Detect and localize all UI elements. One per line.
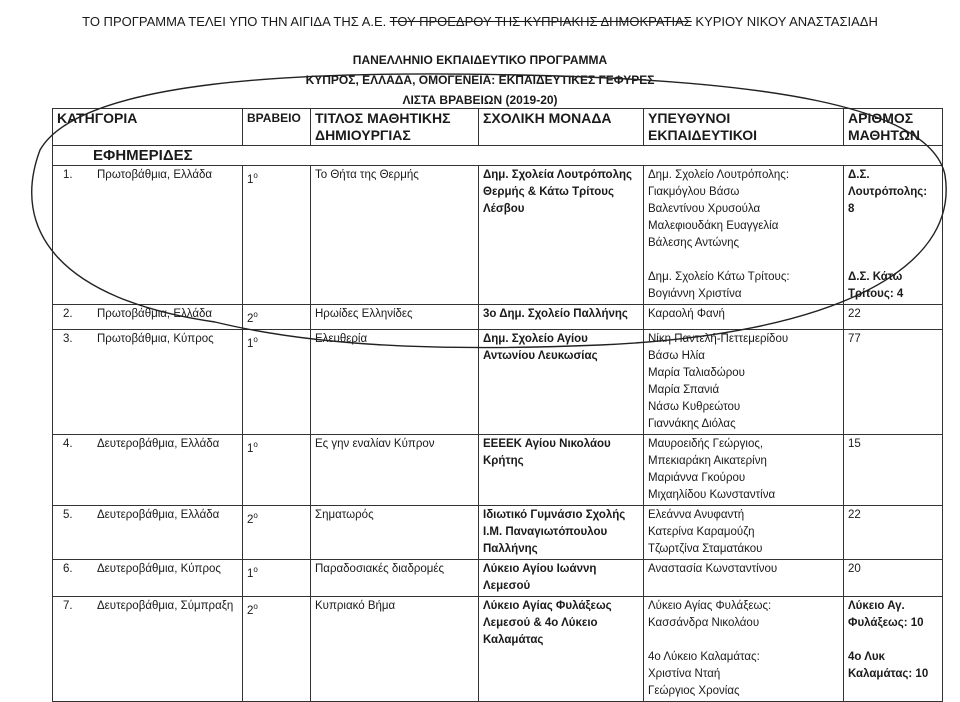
header-students: ΑΡΙΘΜΟΣ ΜΑΘΗΤΩΝ [844, 109, 943, 146]
category-text: Δευτεροβάθμια, Κύπρος [97, 562, 221, 575]
cell-students: 22 [844, 305, 943, 330]
cell-students: 22 [844, 505, 943, 559]
prize-ordinal: ο [253, 310, 258, 319]
patronage-note-start: ΤΟ ΠΡΟΓΡΑΜΜΑ ΤΕΛΕΙ ΥΠΟ ΤΗΝ ΑΙΓΙΔΑ ΤΗΣ Α.Ε. [82, 14, 390, 29]
header-prize: ΒΡΑΒΕΙΟ [243, 109, 311, 146]
row-number: 7. [63, 599, 73, 612]
prize-ordinal: ο [253, 564, 258, 574]
category-text: Δευτεροβάθμια, Ελλάδα [97, 437, 220, 450]
prize-number: 1 [247, 567, 254, 580]
table-row [53, 505, 943, 559]
row-number: 5. [63, 508, 73, 521]
cell-teachers: Αναστασία Κωνσταντίνου [644, 559, 844, 596]
category-text: Πρωτοβάθμια, Κύπρος [97, 332, 214, 345]
table-header-row [53, 109, 943, 146]
prize-ordinal: ο [253, 510, 258, 520]
awards-list-title: ΛΙΣΤΑ ΒΡΑΒΕΙΩΝ (2019-20) [402, 93, 558, 107]
cell-category [53, 559, 243, 596]
row-number: 4. [63, 437, 73, 450]
cell-prize [243, 596, 311, 701]
category-text: Πρωτοβάθμια, Ελλάδα [97, 308, 213, 320]
prize-number: 2 [247, 312, 254, 325]
category-text: Δευτεροβάθμια, Ελλάδα [97, 508, 220, 521]
section-title: ΕΦΗΜΕΡΙΔΕΣ [53, 146, 943, 166]
cell-title: Το Θήτα της Θερμής [311, 166, 479, 305]
patronage-note-struck: ΤΟΥ ΠΡΟΕΔΡΟΥ ΤΗΣ ΚΥΠΡΙΑΚΗΣ ΔΗΜΟΚΡΑΤΙΑΣ [389, 14, 692, 29]
cell-school: 3ο Δημ. Σχολείο Παλλήνης [479, 305, 644, 330]
header-teachers: ΥΠΕΥΘΥΝΟΙ ΕΚΠΑΙΔΕΥΤΙΚΟΙ [644, 109, 844, 146]
cell-title: Σηματωρός [311, 505, 479, 559]
cell-school: Ιδιωτικό Γυμνάσιο Σχολής Ι.Μ. Παναγιωτόπουλου Παλλήνης [479, 505, 644, 559]
cell-prize [243, 559, 311, 596]
cell-school: Λύκειο Αγίου Ιωάννη Λεμεσού [479, 559, 644, 596]
table-row [53, 329, 943, 434]
patronage-note [0, 14, 960, 29]
cell-prize [243, 434, 311, 505]
prize-ordinal: ο [253, 439, 258, 449]
cell-title: Ελευθερία [311, 329, 479, 434]
category-text: Πρωτοβάθμια, Ελλάδα [97, 169, 213, 181]
cell-teachers: Μαυροειδής Γεώργιος, Μπεκιαράκη Αικατερίνη Μαριάννα Γκούρου Μιχαηλίδου Κωνσταντίνα [644, 434, 844, 505]
prize-number: 2 [247, 513, 254, 526]
cell-category [53, 505, 243, 559]
prize-ordinal: ο [253, 171, 258, 180]
cell-category [53, 596, 243, 701]
cell-prize [243, 305, 311, 330]
table-row [53, 305, 943, 330]
header-category: ΚΑΤΗΓΟΡΙΑ [53, 109, 243, 146]
header-title: ΤΙΤΛΟΣ ΜΑΘΗΤΙΚΗΣ ΔΗΜΙΟΥΡΓΙΑΣ [311, 109, 479, 146]
cell-students: 77 [844, 329, 943, 434]
cell-prize [243, 505, 311, 559]
row-number: 6. [63, 562, 73, 575]
cell-school: Δημ. Σχολείο Αγίου Αντωνίου Λευκωσίας [479, 329, 644, 434]
cell-teachers: Νίκη Παντελή-Πεττεμερίδου Βάσω Ηλία Μαρία Ταλιαδώρου Μαρία Σπανιά Νάσω Κυθρεώτου Γιαννάκης Διόλας [644, 329, 844, 434]
cell-teachers: Ελεάννα Ανυφαντή Κατερίνα Καραμούζη Τζωρτζίνα Σταματάκου [644, 505, 844, 559]
cell-category [53, 166, 243, 305]
cell-school: ΕΕΕΕΚ Αγίου Νικολάου Κρήτης [479, 434, 644, 505]
cell-category [53, 434, 243, 505]
row-number: 1. [63, 169, 73, 181]
cell-teachers: Δημ. Σχολείο Λουτρόπολης: Γιακμόγλου Βάσω Βαλεντίνου Χρυσούλα Μαλεφιουδάκη Ευαγγελία Βάλεσης Αντώνης Δημ. Σχολείο Κάτω Τρίτους: Βογιάννη Χριστίνα [644, 166, 844, 305]
program-title: ΠΑΝΕΛΛΗΝΙΟ ΕΚΠΑΙΔΕΥΤΙΚΟ ΠΡΟΓΡΑΜΜΑ [352, 53, 608, 67]
award-rows [53, 166, 943, 702]
table-row [53, 596, 943, 701]
prize-number: 1 [247, 337, 254, 350]
cell-students: 15 [844, 434, 943, 505]
cell-school: Δημ. Σχολεία Λουτρόπολης Θερμής & Κάτω Τρίτους Λέσβου [479, 166, 644, 305]
program-subtitle: ΚΥΠΡΟΣ, ΕΛΛΑΔΑ, ΟΜΟΓΕΝΕΙΑ: ΕΚΠΑΙΔΕΥΤΙΚΕΣ ΓΕΦΥΡΕΣ [305, 73, 655, 87]
row-number: 2. [63, 308, 73, 320]
table-row [53, 559, 943, 596]
prize-ordinal: ο [253, 601, 258, 611]
awards-table [52, 108, 943, 702]
section-row [53, 146, 943, 166]
cell-title: Παραδοσιακές διαδρομές [311, 559, 479, 596]
cell-title: Ες γην εναλίαν Κύπρον [311, 434, 479, 505]
cell-teachers: Λύκειο Αγίας Φυλάξεως: Κασσάνδρα Νικολάου 4ο Λύκειο Καλαμάτας: Χριστίνα Νταή Γεώργιος Χρονίας [644, 596, 844, 701]
cell-teachers: Καραολή Φανή [644, 305, 844, 330]
header-school: ΣΧΟΛΙΚΗ ΜΟΝΑΔΑ [479, 109, 644, 146]
category-text: Δευτεροβάθμια, Σύμπραξη [97, 599, 234, 612]
cell-students: 20 [844, 559, 943, 596]
cell-title: Ηρωίδες Ελληνίδες [311, 305, 479, 330]
prize-number: 2 [247, 604, 254, 617]
row-number: 3. [63, 332, 73, 345]
cell-prize [243, 329, 311, 434]
patronage-note-end: ΚΥΡΙΟΥ ΝΙΚΟΥ ΑΝΑΣΤΑΣΙΑΔΗ [691, 14, 878, 29]
cell-title: Κυπριακό Βήμα [311, 596, 479, 701]
cell-students: Λύκειο Αγ. Φυλάξεως: 10 4ο Λυκ Καλαμάτας: 10 [844, 596, 943, 701]
cell-students: Δ.Σ. Λουτρόπολης: 8 Δ.Σ. Κάτω Τρίτους: 4 [844, 166, 943, 305]
prize-number: 1 [247, 173, 254, 186]
cell-category [53, 305, 243, 330]
cell-school: Λύκειο Αγίας Φυλάξεως Λεμεσού & 4ο Λύκειο Καλαμάτας [479, 596, 644, 701]
cell-category [53, 329, 243, 434]
prize-number: 1 [247, 442, 254, 455]
cell-prize [243, 166, 311, 305]
prize-ordinal: ο [253, 334, 258, 344]
table-row [53, 434, 943, 505]
table-row [53, 166, 943, 305]
